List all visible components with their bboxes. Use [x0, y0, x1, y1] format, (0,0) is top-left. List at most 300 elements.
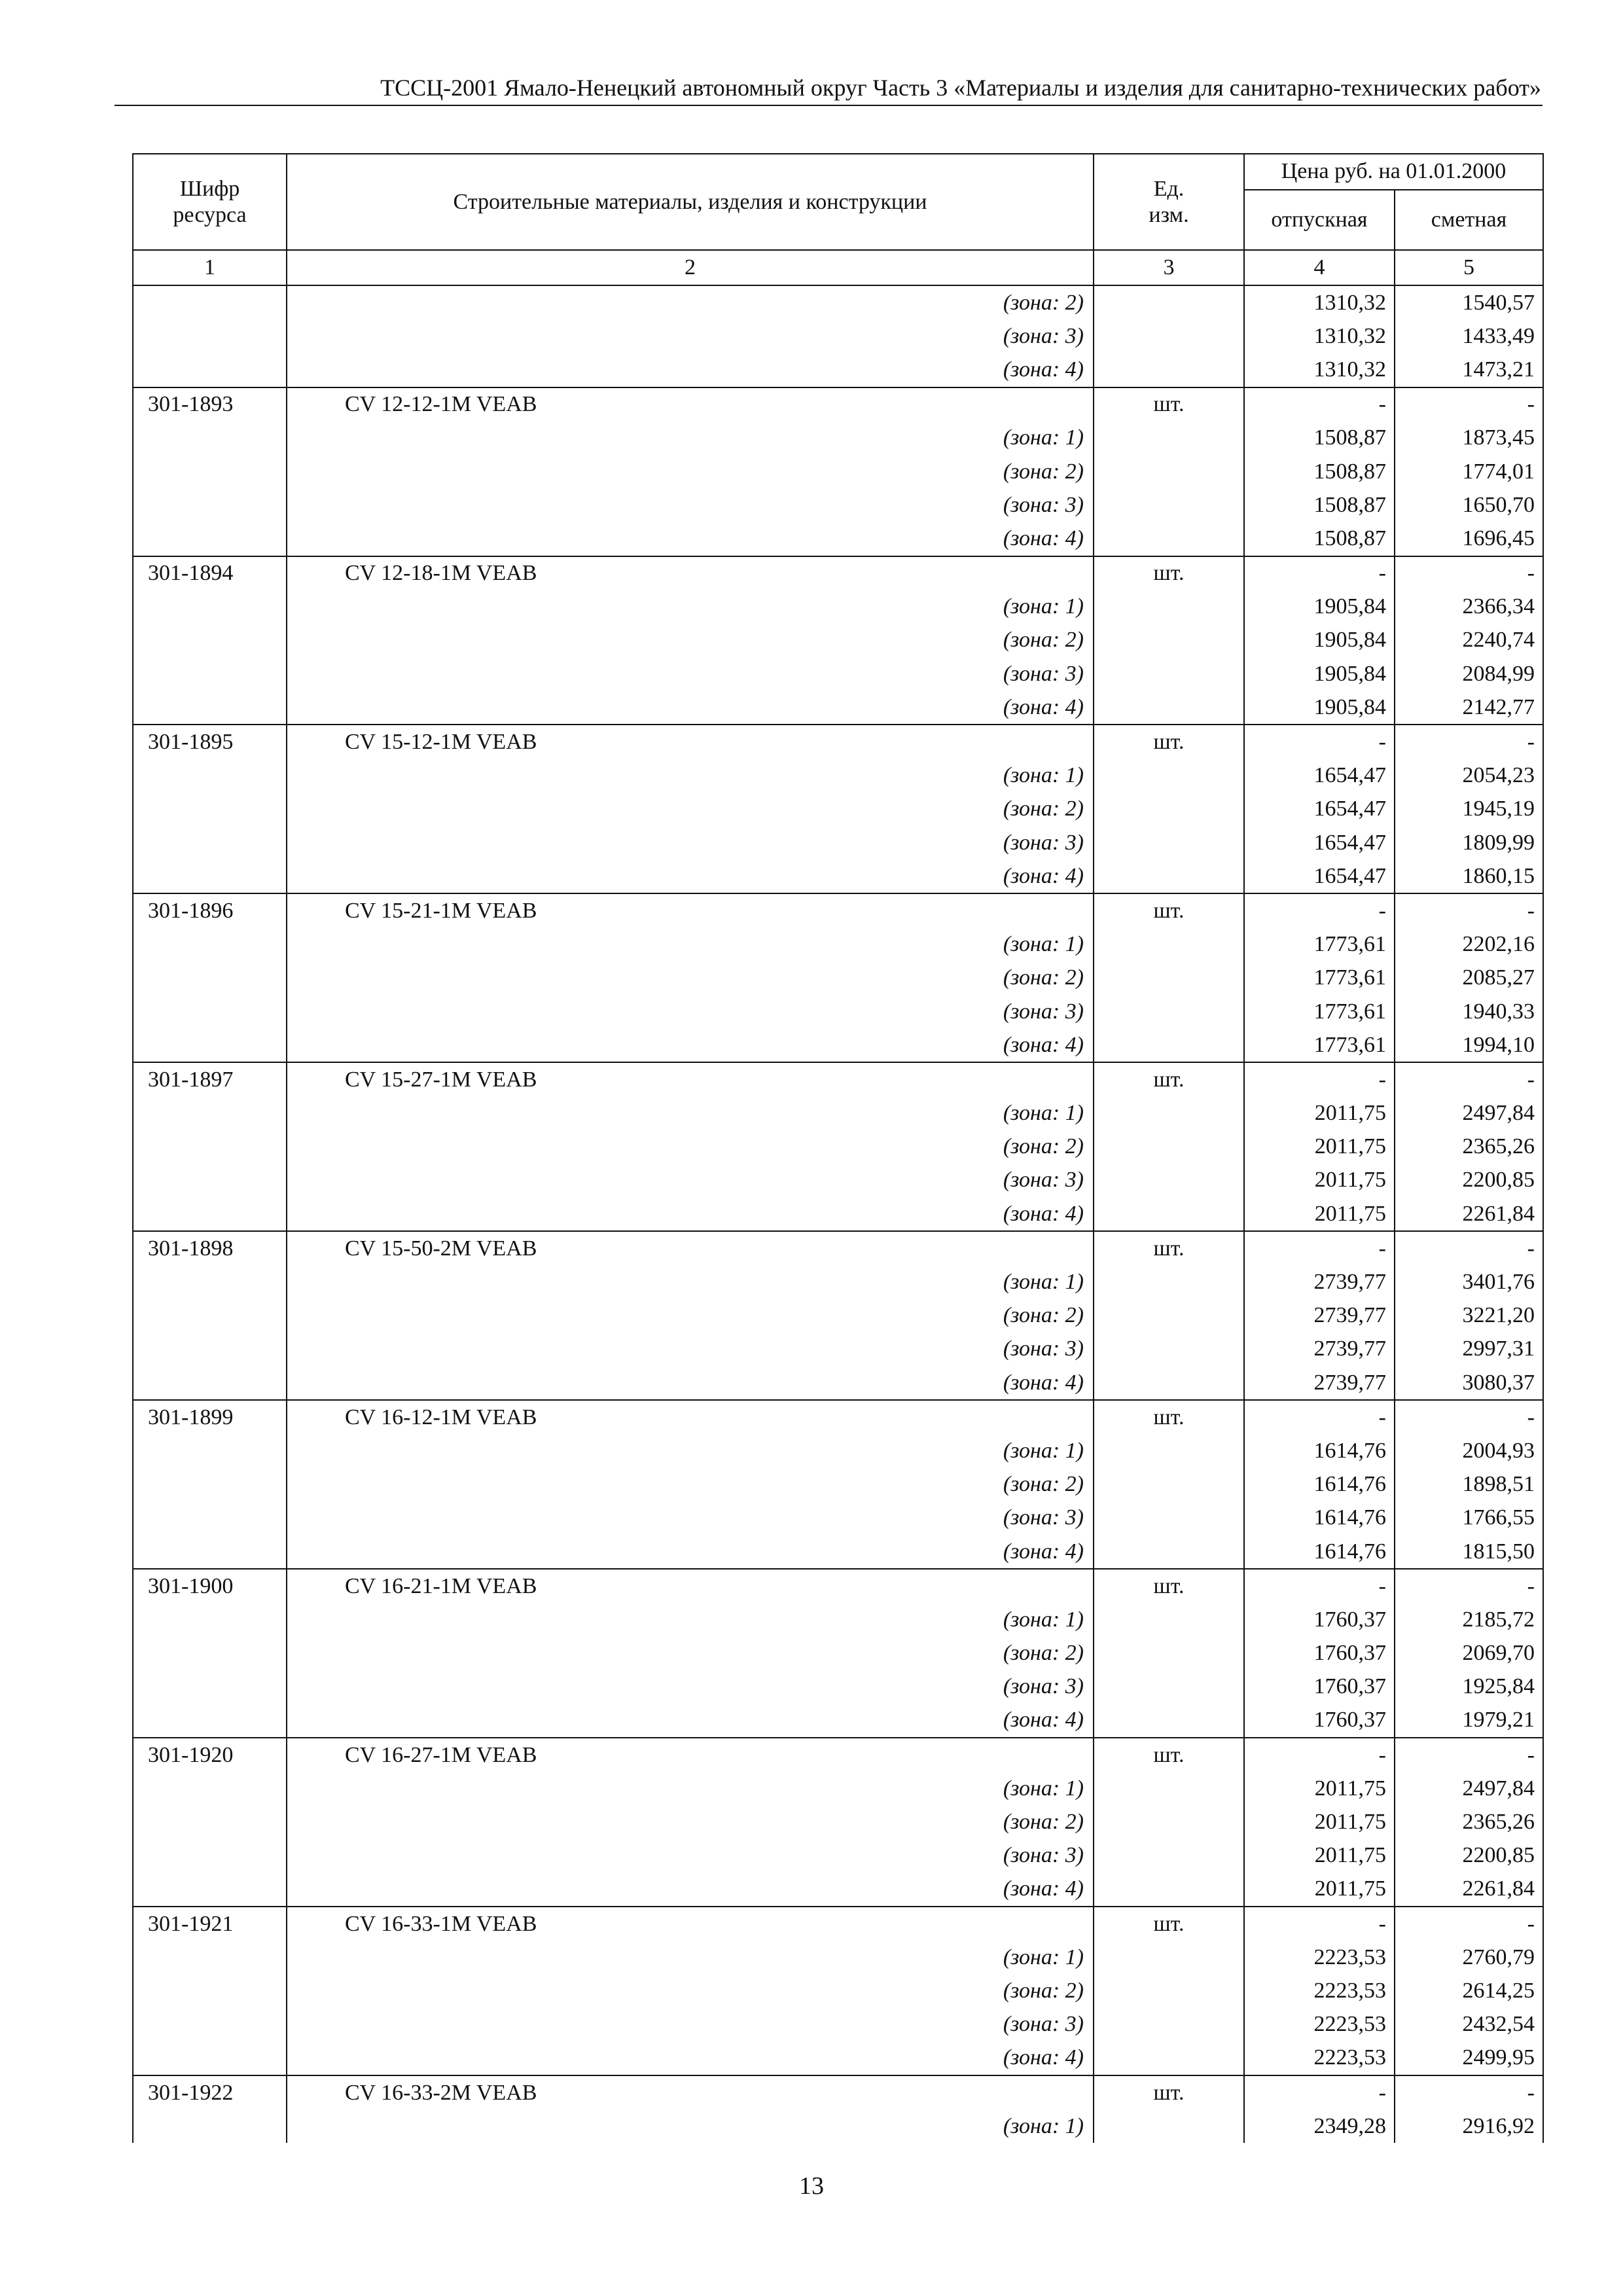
- column-header-estimate: сметная: [1395, 190, 1543, 250]
- estimate-price-cell: 3401,76: [1395, 1265, 1543, 1299]
- zone-label-cell: (зона: 4): [287, 691, 1094, 725]
- zone-label-cell: (зона: 1): [287, 928, 1094, 961]
- unit-cell: [1094, 1805, 1244, 1839]
- estimate-price-cell: 1696,45: [1395, 522, 1543, 556]
- resource-code-cell: [133, 1974, 287, 2007]
- release-price-cell: 1760,37: [1244, 1637, 1395, 1670]
- table-row: [133, 422, 1543, 455]
- material-name-cell: CV 16-21-1M VEAB: [287, 1569, 1094, 1603]
- release-price-cell: 2739,77: [1244, 1333, 1395, 1366]
- material-name-cell: CV 16-33-2M VEAB: [287, 2075, 1094, 2109]
- table-row: [133, 488, 1543, 522]
- resource-code-cell: [133, 1468, 287, 1501]
- resource-code-cell: [133, 1704, 287, 1738]
- unit-cell: [1094, 422, 1244, 455]
- column-number: 1: [133, 250, 287, 285]
- resource-code-cell: [133, 2008, 287, 2041]
- estimate-price-cell: 1540,57: [1395, 285, 1543, 319]
- zone-label-cell: (зона: 2): [287, 455, 1094, 488]
- table-row: [133, 1231, 1543, 1265]
- table-row: [133, 1704, 1543, 1738]
- estimate-price-cell: 2200,85: [1395, 1839, 1543, 1873]
- table-row: [133, 961, 1543, 995]
- resource-code-cell: [133, 759, 287, 793]
- table-row: [133, 793, 1543, 826]
- estimate-price-cell: 2365,26: [1395, 1805, 1543, 1839]
- resource-code-cell: [133, 1535, 287, 1569]
- resource-code-cell: [133, 1805, 287, 1839]
- unit-cell: [1094, 1535, 1244, 1569]
- estimate-price-cell: 1433,49: [1395, 319, 1543, 353]
- unit-cell: [1094, 1873, 1244, 1907]
- estimate-price-cell: -: [1395, 2075, 1543, 2109]
- unit-cell: шт.: [1094, 556, 1244, 590]
- resource-code-cell: [133, 1097, 287, 1130]
- estimate-price-cell: 2997,31: [1395, 1333, 1543, 1366]
- estimate-price-cell: 1815,50: [1395, 1535, 1543, 1569]
- zone-label-cell: (зона: 4): [287, 1873, 1094, 1907]
- estimate-price-cell: 2916,92: [1395, 2109, 1543, 2143]
- release-price-cell: -: [1244, 2075, 1395, 2109]
- zone-label-cell: (зона: 3): [287, 488, 1094, 522]
- unit-cell: [1094, 1941, 1244, 1974]
- zone-label-cell: (зона: 4): [287, 2041, 1094, 2075]
- table-row: [133, 1941, 1543, 1974]
- release-price-cell: -: [1244, 1400, 1395, 1434]
- unit-cell: [1094, 488, 1244, 522]
- release-price-cell: 2223,53: [1244, 1974, 1395, 2007]
- unit-cell: [1094, 1670, 1244, 1704]
- table-row: [133, 1164, 1543, 1197]
- table-row: [133, 2109, 1543, 2143]
- estimate-price-cell: -: [1395, 1231, 1543, 1265]
- resource-code-cell: [133, 455, 287, 488]
- resource-code-cell: [133, 2041, 287, 2075]
- zone-label-cell: (зона: 2): [287, 624, 1094, 657]
- zone-label-cell: (зона: 3): [287, 1164, 1094, 1197]
- column-header-release: отпускная: [1244, 190, 1395, 250]
- release-price-cell: 2349,28: [1244, 2109, 1395, 2143]
- unit-cell: шт.: [1094, 725, 1244, 759]
- unit-cell: шт.: [1094, 1400, 1244, 1434]
- resource-code-cell: [133, 2109, 287, 2143]
- release-price-cell: 1773,61: [1244, 995, 1395, 1028]
- release-price-cell: 1905,84: [1244, 590, 1395, 624]
- unit-cell: шт.: [1094, 1907, 1244, 1941]
- zone-label-cell: (зона: 3): [287, 657, 1094, 691]
- table-row: [133, 1974, 1543, 2007]
- unit-cell: [1094, 2008, 1244, 2041]
- unit-cell: [1094, 1704, 1244, 1738]
- table-row: [133, 725, 1543, 759]
- release-price-cell: 1508,87: [1244, 488, 1395, 522]
- resource-code-cell: 301-1899: [133, 1400, 287, 1434]
- zone-label-cell: (зона: 2): [287, 961, 1094, 995]
- release-price-cell: 2011,75: [1244, 1772, 1395, 1805]
- table-row: [133, 928, 1543, 961]
- unit-cell: [1094, 522, 1244, 556]
- resource-code-cell: 301-1920: [133, 1738, 287, 1772]
- estimate-price-cell: 2202,16: [1395, 928, 1543, 961]
- resource-code-cell: [133, 1028, 287, 1062]
- release-price-cell: 1773,61: [1244, 928, 1395, 961]
- release-price-cell: 2223,53: [1244, 2041, 1395, 2075]
- resource-code-cell: [133, 1637, 287, 1670]
- table-row: [133, 1333, 1543, 1366]
- resource-code-cell: [133, 590, 287, 624]
- material-name-cell: CV 16-33-1M VEAB: [287, 1907, 1094, 1941]
- material-name-cell: CV 15-50-2M VEAB: [287, 1231, 1094, 1265]
- page-number: 13: [799, 2172, 824, 2200]
- zone-label-cell: (зона: 2): [287, 1468, 1094, 1501]
- release-price-cell: 2739,77: [1244, 1265, 1395, 1299]
- release-price-cell: 1773,61: [1244, 961, 1395, 995]
- table-row: [133, 387, 1543, 422]
- release-price-cell: 1654,47: [1244, 759, 1395, 793]
- zone-label-cell: (зона: 4): [287, 1704, 1094, 1738]
- unit-cell: [1094, 624, 1244, 657]
- running-header-title: ТССЦ-2001 Ямало-Ненецкий автономный округ Часть 3 «Материалы и изделия для санитарно-технических работ»: [380, 75, 1541, 101]
- resource-code-cell: [133, 319, 287, 353]
- resource-code-cell: [133, 691, 287, 725]
- resource-code-cell: [133, 1434, 287, 1467]
- price-table: [132, 153, 1544, 2143]
- table-row: [133, 1839, 1543, 1873]
- release-price-cell: 2011,75: [1244, 1197, 1395, 1231]
- table-row: [133, 893, 1543, 927]
- table-row: [133, 556, 1543, 590]
- zone-label-cell: (зона: 2): [287, 1130, 1094, 1164]
- resource-code-cell: 301-1900: [133, 1569, 287, 1603]
- release-price-cell: 1773,61: [1244, 1028, 1395, 1062]
- estimate-price-cell: 1809,99: [1395, 826, 1543, 859]
- table-row: [133, 859, 1543, 893]
- table-row: [133, 759, 1543, 793]
- zone-label-cell: (зона: 1): [287, 759, 1094, 793]
- resource-code-cell: [133, 285, 287, 319]
- zone-label-cell: (зона: 2): [287, 1805, 1094, 1839]
- table-row: [133, 1670, 1543, 1704]
- estimate-price-cell: 1979,21: [1395, 1704, 1543, 1738]
- release-price-cell: 1614,76: [1244, 1535, 1395, 1569]
- unit-cell: [1094, 1366, 1244, 1400]
- column-number: 2: [287, 250, 1094, 285]
- unit-cell: [1094, 961, 1244, 995]
- table-row: [133, 1569, 1543, 1603]
- unit-cell: [1094, 353, 1244, 387]
- estimate-price-cell: -: [1395, 387, 1543, 422]
- table-row: [133, 1299, 1543, 1333]
- unit-cell: [1094, 1974, 1244, 2007]
- unit-cell: [1094, 1839, 1244, 1873]
- table-row: [133, 2075, 1543, 2109]
- unit-cell: [1094, 1028, 1244, 1062]
- table-row: [133, 691, 1543, 725]
- release-price-cell: -: [1244, 893, 1395, 927]
- material-name-cell: CV 15-21-1M VEAB: [287, 893, 1094, 927]
- unit-cell: [1094, 995, 1244, 1028]
- release-price-cell: 2011,75: [1244, 1097, 1395, 1130]
- unit-cell: [1094, 319, 1244, 353]
- zone-label-cell: (зона: 3): [287, 1501, 1094, 1535]
- release-price-cell: -: [1244, 1062, 1395, 1096]
- estimate-price-cell: 2366,34: [1395, 590, 1543, 624]
- table-row: [133, 1535, 1543, 1569]
- release-price-cell: 2739,77: [1244, 1366, 1395, 1400]
- estimate-price-cell: 2760,79: [1395, 1941, 1543, 1974]
- column-number: 4: [1244, 250, 1395, 285]
- release-price-cell: 1310,32: [1244, 285, 1395, 319]
- zone-label-cell: (зона: 1): [287, 1941, 1094, 1974]
- zone-label-cell: (зона: 3): [287, 995, 1094, 1028]
- table-row: [133, 1772, 1543, 1805]
- zone-label-cell: (зона: 1): [287, 1265, 1094, 1299]
- table-row: [133, 319, 1543, 353]
- estimate-price-cell: -: [1395, 556, 1543, 590]
- table-row: [133, 826, 1543, 859]
- zone-label-cell: (зона: 1): [287, 1772, 1094, 1805]
- estimate-price-cell: 3080,37: [1395, 1366, 1543, 1400]
- table-row: [133, 285, 1543, 319]
- resource-code-cell: [133, 859, 287, 893]
- unit-cell: [1094, 1603, 1244, 1636]
- resource-code-cell: [133, 1130, 287, 1164]
- resource-code-cell: [133, 1299, 287, 1333]
- release-price-cell: 1654,47: [1244, 793, 1395, 826]
- table-row: [133, 2041, 1543, 2075]
- release-price-cell: 2011,75: [1244, 1130, 1395, 1164]
- table-row: [133, 522, 1543, 556]
- resource-code-cell: [133, 488, 287, 522]
- release-price-cell: -: [1244, 1569, 1395, 1603]
- resource-code-cell: [133, 1772, 287, 1805]
- zone-label-cell: (зона: 2): [287, 1974, 1094, 2007]
- resource-code-cell: [133, 793, 287, 826]
- table-body: [133, 285, 1543, 2143]
- resource-code-cell: 301-1895: [133, 725, 287, 759]
- release-price-cell: -: [1244, 725, 1395, 759]
- zone-label-cell: (зона: 3): [287, 826, 1094, 859]
- unit-cell: шт.: [1094, 1738, 1244, 1772]
- unit-cell: [1094, 793, 1244, 826]
- estimate-price-cell: 2261,84: [1395, 1873, 1543, 1907]
- resource-code-cell: [133, 1839, 287, 1873]
- column-header-code: Шифр ресурса: [133, 154, 287, 250]
- estimate-price-cell: -: [1395, 725, 1543, 759]
- resource-code-cell: 301-1897: [133, 1062, 287, 1096]
- header-row-top: [133, 154, 1543, 190]
- material-name-cell: CV 15-12-1M VEAB: [287, 725, 1094, 759]
- resource-code-cell: [133, 1333, 287, 1366]
- release-price-cell: 1508,87: [1244, 422, 1395, 455]
- zone-label-cell: (зона: 4): [287, 1028, 1094, 1062]
- unit-cell: [1094, 928, 1244, 961]
- column-number: 3: [1094, 250, 1244, 285]
- estimate-price-cell: -: [1395, 1569, 1543, 1603]
- material-name-cell: CV 12-18-1M VEAB: [287, 556, 1094, 590]
- table-row: [133, 1501, 1543, 1535]
- resource-code-cell: [133, 657, 287, 691]
- unit-cell: шт.: [1094, 1062, 1244, 1096]
- resource-code-cell: [133, 995, 287, 1028]
- estimate-price-cell: 1774,01: [1395, 455, 1543, 488]
- estimate-price-cell: 1473,21: [1395, 353, 1543, 387]
- resource-code-cell: [133, 522, 287, 556]
- estimate-price-cell: 2497,84: [1395, 1772, 1543, 1805]
- release-price-cell: 2011,75: [1244, 1873, 1395, 1907]
- resource-code-cell: [133, 1164, 287, 1197]
- zone-label-cell: (зона: 4): [287, 1366, 1094, 1400]
- table-row: [133, 1603, 1543, 1636]
- release-price-cell: 2739,77: [1244, 1299, 1395, 1333]
- estimate-price-cell: 1994,10: [1395, 1028, 1543, 1062]
- estimate-price-cell: 1945,19: [1395, 793, 1543, 826]
- table-row: [133, 1873, 1543, 1907]
- zone-label-cell: (зона: 3): [287, 1670, 1094, 1704]
- zone-label-cell: (зона: 2): [287, 285, 1094, 319]
- unit-cell: [1094, 1434, 1244, 1467]
- table-row: [133, 1434, 1543, 1467]
- release-price-cell: -: [1244, 1907, 1395, 1941]
- unit-cell: [1094, 285, 1244, 319]
- unit-cell: [1094, 455, 1244, 488]
- estimate-price-cell: 2499,95: [1395, 2041, 1543, 2075]
- table-row: [133, 590, 1543, 624]
- zone-label-cell: (зона: 2): [287, 793, 1094, 826]
- release-price-cell: 1654,47: [1244, 859, 1395, 893]
- release-price-cell: 1905,84: [1244, 657, 1395, 691]
- estimate-price-cell: 2142,77: [1395, 691, 1543, 725]
- release-price-cell: 1310,32: [1244, 353, 1395, 387]
- resource-code-cell: [133, 961, 287, 995]
- unit-cell: [1094, 691, 1244, 725]
- estimate-price-cell: -: [1395, 1738, 1543, 1772]
- release-price-cell: 1905,84: [1244, 624, 1395, 657]
- resource-code-cell: [133, 1366, 287, 1400]
- unit-cell: [1094, 759, 1244, 793]
- unit-cell: [1094, 657, 1244, 691]
- table-row: [133, 353, 1543, 387]
- release-price-cell: 1508,87: [1244, 455, 1395, 488]
- resource-code-cell: [133, 826, 287, 859]
- table-row: [133, 1097, 1543, 1130]
- estimate-price-cell: 2497,84: [1395, 1097, 1543, 1130]
- table-row: [133, 1400, 1543, 1434]
- unit-cell: [1094, 826, 1244, 859]
- resource-code-cell: 301-1921: [133, 1907, 287, 1941]
- unit-cell: [1094, 1772, 1244, 1805]
- estimate-price-cell: 1940,33: [1395, 995, 1543, 1028]
- release-price-cell: 1310,32: [1244, 319, 1395, 353]
- table-row: [133, 624, 1543, 657]
- estimate-price-cell: 2200,85: [1395, 1164, 1543, 1197]
- release-price-cell: 2011,75: [1244, 1805, 1395, 1839]
- table-row: [133, 1366, 1543, 1400]
- resource-code-cell: [133, 624, 287, 657]
- estimate-price-cell: -: [1395, 1062, 1543, 1096]
- unit-cell: шт.: [1094, 893, 1244, 927]
- estimate-price-cell: 2365,26: [1395, 1130, 1543, 1164]
- unit-cell: [1094, 1501, 1244, 1535]
- column-header-name: Строительные материалы, изделия и конструкции: [287, 154, 1094, 250]
- resource-code-cell: [133, 1603, 287, 1636]
- unit-cell: [1094, 1468, 1244, 1501]
- table-row: [133, 455, 1543, 488]
- table-row: [133, 1197, 1543, 1231]
- column-header-price-group: Цена руб. на 01.01.2000: [1244, 154, 1543, 190]
- material-name-cell: CV 15-27-1M VEAB: [287, 1062, 1094, 1096]
- zone-label-cell: (зона: 3): [287, 2008, 1094, 2041]
- release-price-cell: 1614,76: [1244, 1468, 1395, 1501]
- unit-cell: [1094, 1299, 1244, 1333]
- table-row: [133, 1805, 1543, 1839]
- unit-cell: [1094, 590, 1244, 624]
- zone-label-cell: (зона: 2): [287, 1637, 1094, 1670]
- zone-label-cell: (зона: 1): [287, 590, 1094, 624]
- unit-cell: шт.: [1094, 2075, 1244, 2109]
- zone-label-cell: (зона: 3): [287, 319, 1094, 353]
- unit-cell: шт.: [1094, 387, 1244, 422]
- release-price-cell: 1760,37: [1244, 1704, 1395, 1738]
- estimate-price-cell: 1650,70: [1395, 488, 1543, 522]
- estimate-price-cell: -: [1395, 1400, 1543, 1434]
- resource-code-cell: [133, 422, 287, 455]
- estimate-price-cell: 2054,23: [1395, 759, 1543, 793]
- unit-cell: шт.: [1094, 1569, 1244, 1603]
- release-price-cell: 2011,75: [1244, 1164, 1395, 1197]
- estimate-price-cell: 1860,15: [1395, 859, 1543, 893]
- release-price-cell: 1905,84: [1244, 691, 1395, 725]
- estimate-price-cell: 2085,27: [1395, 961, 1543, 995]
- resource-code-cell: 301-1894: [133, 556, 287, 590]
- estimate-price-cell: 2240,74: [1395, 624, 1543, 657]
- zone-label-cell: (зона: 1): [287, 1603, 1094, 1636]
- estimate-price-cell: -: [1395, 893, 1543, 927]
- resource-code-cell: [133, 1670, 287, 1704]
- unit-cell: [1094, 1333, 1244, 1366]
- estimate-price-cell: 1898,51: [1395, 1468, 1543, 1501]
- table-row: [133, 2008, 1543, 2041]
- material-name-cell: CV 12-12-1M VEAB: [287, 387, 1094, 422]
- release-price-cell: 1760,37: [1244, 1670, 1395, 1704]
- release-price-cell: -: [1244, 1738, 1395, 1772]
- zone-label-cell: (зона: 4): [287, 1535, 1094, 1569]
- release-price-cell: 1654,47: [1244, 826, 1395, 859]
- material-name-cell: CV 16-27-1M VEAB: [287, 1738, 1094, 1772]
- estimate-price-cell: 2084,99: [1395, 657, 1543, 691]
- unit-cell: [1094, 859, 1244, 893]
- estimate-price-cell: 1873,45: [1395, 422, 1543, 455]
- release-price-cell: -: [1244, 387, 1395, 422]
- estimate-price-cell: 2004,93: [1395, 1434, 1543, 1467]
- unit-cell: [1094, 1197, 1244, 1231]
- zone-label-cell: (зона: 1): [287, 422, 1094, 455]
- resource-code-cell: [133, 1941, 287, 1974]
- resource-code-cell: [133, 1197, 287, 1231]
- resource-code-cell: [133, 928, 287, 961]
- unit-cell: [1094, 2041, 1244, 2075]
- unit-cell: [1094, 1637, 1244, 1670]
- unit-cell: [1094, 1130, 1244, 1164]
- resource-code-cell: 301-1896: [133, 893, 287, 927]
- resource-code-cell: [133, 1501, 287, 1535]
- unit-cell: [1094, 1265, 1244, 1299]
- release-price-cell: 1508,87: [1244, 522, 1395, 556]
- unit-cell: [1094, 2109, 1244, 2143]
- table-row: [133, 1062, 1543, 1096]
- table-row: [133, 1028, 1543, 1062]
- header-rule: [115, 105, 1543, 106]
